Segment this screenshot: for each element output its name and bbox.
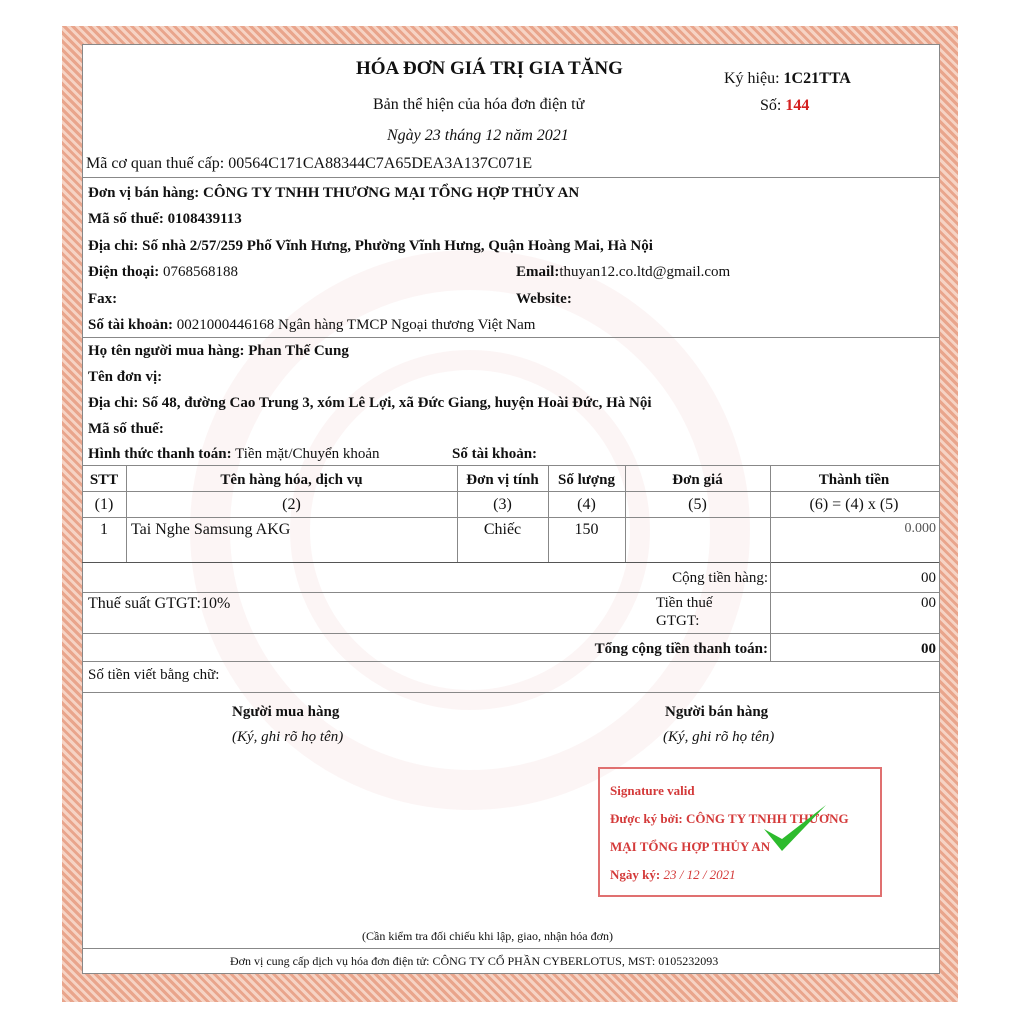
buyer-name: [88, 343, 349, 360]
col-price: Đơn giá: [672, 472, 723, 488]
index-cell: (4): [577, 496, 596, 513]
row-unit: Chiếc: [483, 521, 522, 538]
buyer-account: Số tài khoản:: [452, 446, 538, 462]
seller-mst-value: 0108439113: [167, 211, 242, 227]
seller-mst-label: Mã số thuế:: [88, 211, 164, 227]
payment-value: Tiền mặt/Chuyển khoản: [235, 446, 380, 462]
index-cell: (3): [493, 496, 512, 513]
divider: [82, 948, 939, 949]
seller-name-label: Đơn vị bán hàng:: [88, 185, 200, 201]
seller-account: [88, 317, 535, 334]
buyer-unit: Tên đơn vị:: [88, 369, 163, 385]
seller-phone-label: Điện thoại:: [88, 264, 160, 280]
amount-in-words-label: Số tiền viết bằng chữ:: [88, 667, 220, 683]
index-cell: (1): [94, 496, 114, 513]
row-amount: 0.000: [904, 521, 936, 536]
divider: [82, 337, 939, 338]
footer-provider: Đơn vị cung cấp dịch vụ hóa đơn điện tử: CÔNG TY CỔ PHẦN CYBERLOTUS, MST: 0105232093: [230, 954, 719, 968]
invoice-title: HÓA ĐƠN GIÁ TRỊ GIA TĂNG: [356, 58, 623, 79]
seller-name-value: CÔNG TY TNHH THƯƠNG MẠI TỔNG HỢP THỦY AN: [203, 185, 580, 201]
seller-address-value: Số nhà 2/57/259 Phố Vĩnh Hưng, Phường Vĩnh Hưng, Quận Hoàng Mai, Hà Nội: [142, 238, 653, 254]
sign-date-label: Ngày ký:: [610, 867, 661, 882]
divider: [82, 177, 939, 178]
table-line: [82, 633, 939, 634]
vat-label: Tiền thuế: [656, 595, 713, 611]
number-value: 144: [785, 97, 810, 114]
subtotal-value: 00: [921, 570, 936, 586]
buyer-address: [88, 395, 652, 412]
payment-label: Hình thức thanh toán:: [88, 446, 232, 462]
vat-value: 00: [921, 595, 936, 611]
col-amount: Thành tiền: [818, 472, 890, 488]
seller-address-label: Địa chỉ:: [88, 238, 139, 254]
buyer-name-value: Phan Thế Cung: [248, 343, 349, 359]
seller-website: Website:: [516, 291, 572, 307]
signed-by-label: Được ký bởi:: [610, 811, 683, 826]
symbol-value: 1C21TTA: [783, 70, 851, 87]
tax-code-label: Mã cơ quan thuế cấp:: [86, 155, 225, 172]
index-cell: (6) = (4) x (5): [809, 496, 899, 513]
seller-fax: Fax:: [88, 291, 118, 307]
signature-valid: Signature valid: [610, 783, 695, 798]
table-col-line: [770, 465, 771, 661]
index-cell: (2): [282, 496, 301, 513]
symbol: [724, 70, 851, 88]
tax-authority-code: [86, 155, 532, 173]
row-name: Tai Nghe Samsung AKG: [131, 521, 291, 538]
seller-email-value: thuyan12.co.ltd@gmail.com: [559, 264, 731, 280]
number-label: Số:: [760, 97, 782, 114]
tax-code-value: 00564C171CA88344C7A65DEA3A137C071E: [228, 155, 533, 172]
buyer-address-label: Địa chỉ:: [88, 395, 139, 411]
symbol-label: Ký hiệu:: [724, 70, 780, 87]
table-line: [82, 562, 939, 563]
subtotal-label: Cộng tiền hàng:: [672, 570, 768, 586]
signed-by-line2: MẠI TỔNG HỢP THỦY AN: [610, 839, 771, 854]
seller-account-value: 0021000446168 Ngân hàng TMCP Ngoại thương Việt Nam: [176, 317, 536, 333]
invoice-subtitle: Bản thể hiện của hóa đơn điện tử: [373, 96, 585, 113]
vat-label-2: GTGT:: [656, 613, 700, 629]
table-line: [82, 465, 939, 466]
signed-by-line1: CÔNG TY TNHH THƯƠNG: [686, 811, 849, 826]
seller-account-label: Số tài khoản:: [88, 317, 174, 333]
seller-phone: [88, 264, 238, 281]
invoice-date: Ngày 23 tháng 12 năm 2021: [387, 127, 569, 144]
buyer-address-value: Số 48, đường Cao Trung 3, xóm Lê Lợi, xã Đức Giang, huyện Hoài Đức, Hà Nội: [142, 395, 652, 411]
seller-address: [88, 238, 653, 255]
table-line: [82, 692, 939, 693]
seller-phone-value: 0768568188: [163, 264, 238, 280]
vat-rate: Thuế suất GTGT:10%: [88, 595, 231, 612]
col-qty: Số lượng: [558, 472, 615, 488]
total-label: Tổng cộng tiền thanh toán:: [594, 641, 768, 657]
payment-method: [88, 446, 380, 463]
seller-mst: [88, 211, 242, 228]
col-stt: STT: [89, 472, 119, 488]
index-cell: (5): [688, 496, 707, 513]
row-qty: 150: [574, 521, 599, 538]
table-line: [82, 517, 939, 518]
table-line: [82, 491, 939, 492]
buyer-signature-title: Người mua hàng: [232, 704, 340, 720]
footer-note: (Cần kiểm tra đối chiếu khi lập, giao, nhận hóa đơn): [362, 929, 613, 943]
buyer-mst: Mã số thuế:: [88, 421, 164, 437]
checkmark-icon: [760, 799, 830, 859]
seller-signature-note: (Ký, ghi rõ họ tên): [663, 729, 775, 745]
buyer-signature-note: (Ký, ghi rõ họ tên): [232, 729, 344, 745]
seller-email: [516, 264, 730, 281]
seller-name: [88, 185, 579, 202]
seller-signature-title: Người bán hàng: [665, 704, 769, 720]
buyer-name-label: Họ tên người mua hàng:: [88, 343, 245, 359]
sign-date-value: 23 / 12 / 2021: [663, 867, 736, 882]
col-name: Tên hàng hóa, dịch vụ: [220, 472, 363, 488]
invoice-number: [760, 97, 809, 115]
table-line: [82, 661, 939, 662]
table-line: [82, 592, 939, 593]
col-unit: Đơn vị tính: [466, 472, 539, 488]
digital-signature-box: [598, 767, 882, 897]
row-stt: 1: [100, 521, 108, 538]
total-value: 00: [921, 641, 936, 657]
seller-email-label: Email:: [516, 264, 560, 280]
